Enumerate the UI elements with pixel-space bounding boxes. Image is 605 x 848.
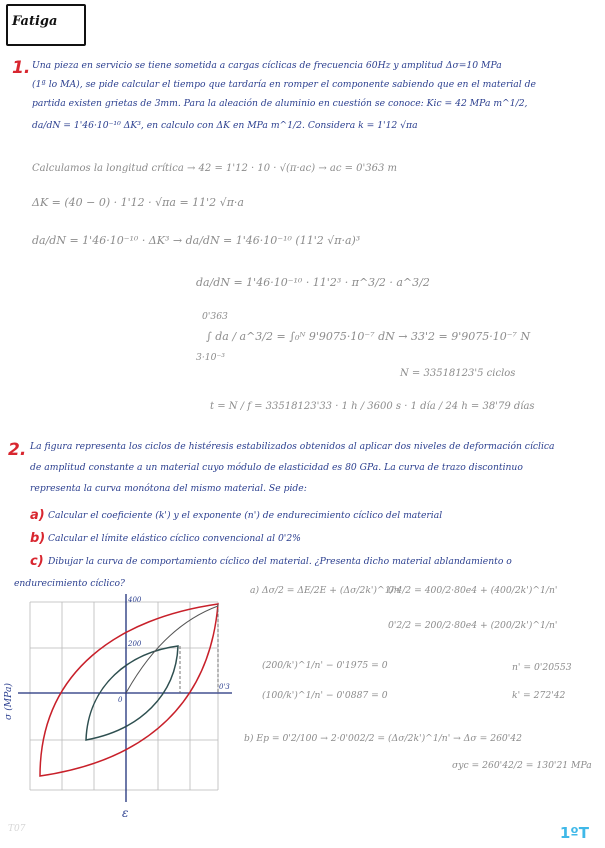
part-a-text: Calcular el coeficiente (k') y el exponente (n') de endurecimiento cíclico del material — [48, 510, 443, 521]
solution-a-line-1: a) Δσ/2 = ΔE/2E + (Δσ/2k')^1/n' — [250, 585, 403, 596]
part-b-label: b) — [30, 531, 46, 546]
problem-2-line-3: representa la curva monótona del mismo material. Se pide: — [30, 483, 307, 494]
integral-upper-limit: 0'363 — [202, 311, 228, 322]
page-mark-logo: 1ºT — [559, 824, 589, 842]
solution-b-line-2: σyc = 260'42/2 = 130'21 MPa — [452, 760, 592, 771]
page-watermark: T07 — [8, 824, 26, 834]
part-c-label: c) — [30, 554, 44, 569]
large-hysteresis-loop — [40, 604, 218, 776]
tick-right: 0'3 — [219, 683, 230, 691]
solution-a-n-prime: n' = 0'20553 — [512, 662, 572, 673]
problem-2-line-2: de amplitud constante a un material cuyo módulo de elasticidad es 80 GPa. La curva de trazo discontinuo — [30, 462, 523, 473]
problem-1-number: 1. — [12, 58, 31, 78]
graph-grid — [30, 602, 218, 790]
part-c-text: Dibujar la curva de comportamiento cíclico del material. ¿Presenta dicho material ablandamiento o — [48, 556, 512, 567]
solution-1-line-4: da/dN = 1'46·10⁻¹⁰ · 11'2³ · π^3/2 · a^3/2 — [196, 276, 430, 289]
solution-1-line-2: ΔK = (40 − 0) · 1'12 · √πa = 11'2 √π·a — [32, 196, 244, 209]
part-c-continuation: endurecimiento cíclico? — [14, 578, 125, 589]
part-a-label: a) — [30, 508, 45, 523]
problem-1-line-2: (1ª lo MA), se pide calcular el tiempo que tardaría en romper el componente sabiendo que en el material de — [32, 79, 536, 90]
y-axis-label: σ (MPa) — [3, 682, 14, 720]
solution-1-line-6: N = 33518123'5 ciclos — [400, 368, 516, 379]
cyclic-curve — [126, 606, 218, 693]
solution-1-line-3: da/dN = 1'46·10⁻¹⁰ · ΔK³ → da/dN = 1'46·10⁻¹⁰ (11'2 √π·a)³ — [32, 234, 361, 247]
problem-2-number: 2. — [8, 440, 27, 460]
problem-1-line-1: Una pieza en servicio se tiene sometida a cargas cíclicas de frecuencia 60Hz y amplitud Δσ=10 MPa — [32, 60, 502, 71]
x-axis-label: ε — [122, 806, 129, 820]
problem-2-line-1: La figura representa los ciclos de histéresis estabilizados obtenidos al aplicar dos niveles de deformación cíclica — [30, 441, 555, 452]
solution-1-line-7: t = N / f = 33518123'33 · 1 h / 3600 s · 1 día / 24 h = 38'79 días — [210, 401, 535, 412]
problem-1-line-3: partida existen grietas de 3mm. Para la aleación de aluminio en cuestión se conoce: Kic = 42 MPa m^1/2, — [32, 98, 528, 109]
integral-lower-limit: 3·10⁻³ — [196, 352, 225, 363]
solution-1-line-1: Calculamos la longitud crítica → 42 = 1'12 · 10 · √(π·ac) → ac = 0'363 m — [32, 163, 398, 174]
tick-mid: 200 — [128, 640, 142, 648]
problem-1-line-4: da/dN = 1'46·10⁻¹⁰ ΔK³, en calculo con ΔK en MPa m^1/2. Considera k = 1'12 √πa — [32, 120, 418, 131]
solution-a-line-3: 0'2/2 = 200/2·80e4 + (200/2k')^1/n' — [388, 620, 558, 631]
page-title: Fatiga — [12, 14, 58, 29]
part-b-text: Calcular el límite elástico cíclico convencional al 0'2% — [48, 533, 301, 544]
tick-origin: 0 — [118, 696, 123, 704]
solution-a-k-prime: k' = 272'42 — [512, 690, 566, 701]
solution-1-line-5: ∫ da / a^3/2 = ∫₀ᴺ 9'9075·10⁻⁷ dN → 33'2 = 9'9075·10⁻⁷ N — [206, 330, 531, 343]
solution-a-line-4: (200/k')^1/n' − 0'1975 = 0 — [262, 660, 388, 671]
hysteresis-graph — [0, 590, 250, 830]
solution-a-line-5: (100/k')^1/n' − 0'0887 = 0 — [262, 690, 388, 701]
solution-a-line-2: 0'4/2 = 400/2·80e4 + (400/2k')^1/n' — [388, 585, 558, 596]
tick-top: 400 — [128, 596, 142, 604]
solution-b-line-1: b) Ep = 0'2/100 → 2·0'002/2 = (Δσ/2k')^1/n' → Δσ = 260'42 — [244, 733, 522, 744]
